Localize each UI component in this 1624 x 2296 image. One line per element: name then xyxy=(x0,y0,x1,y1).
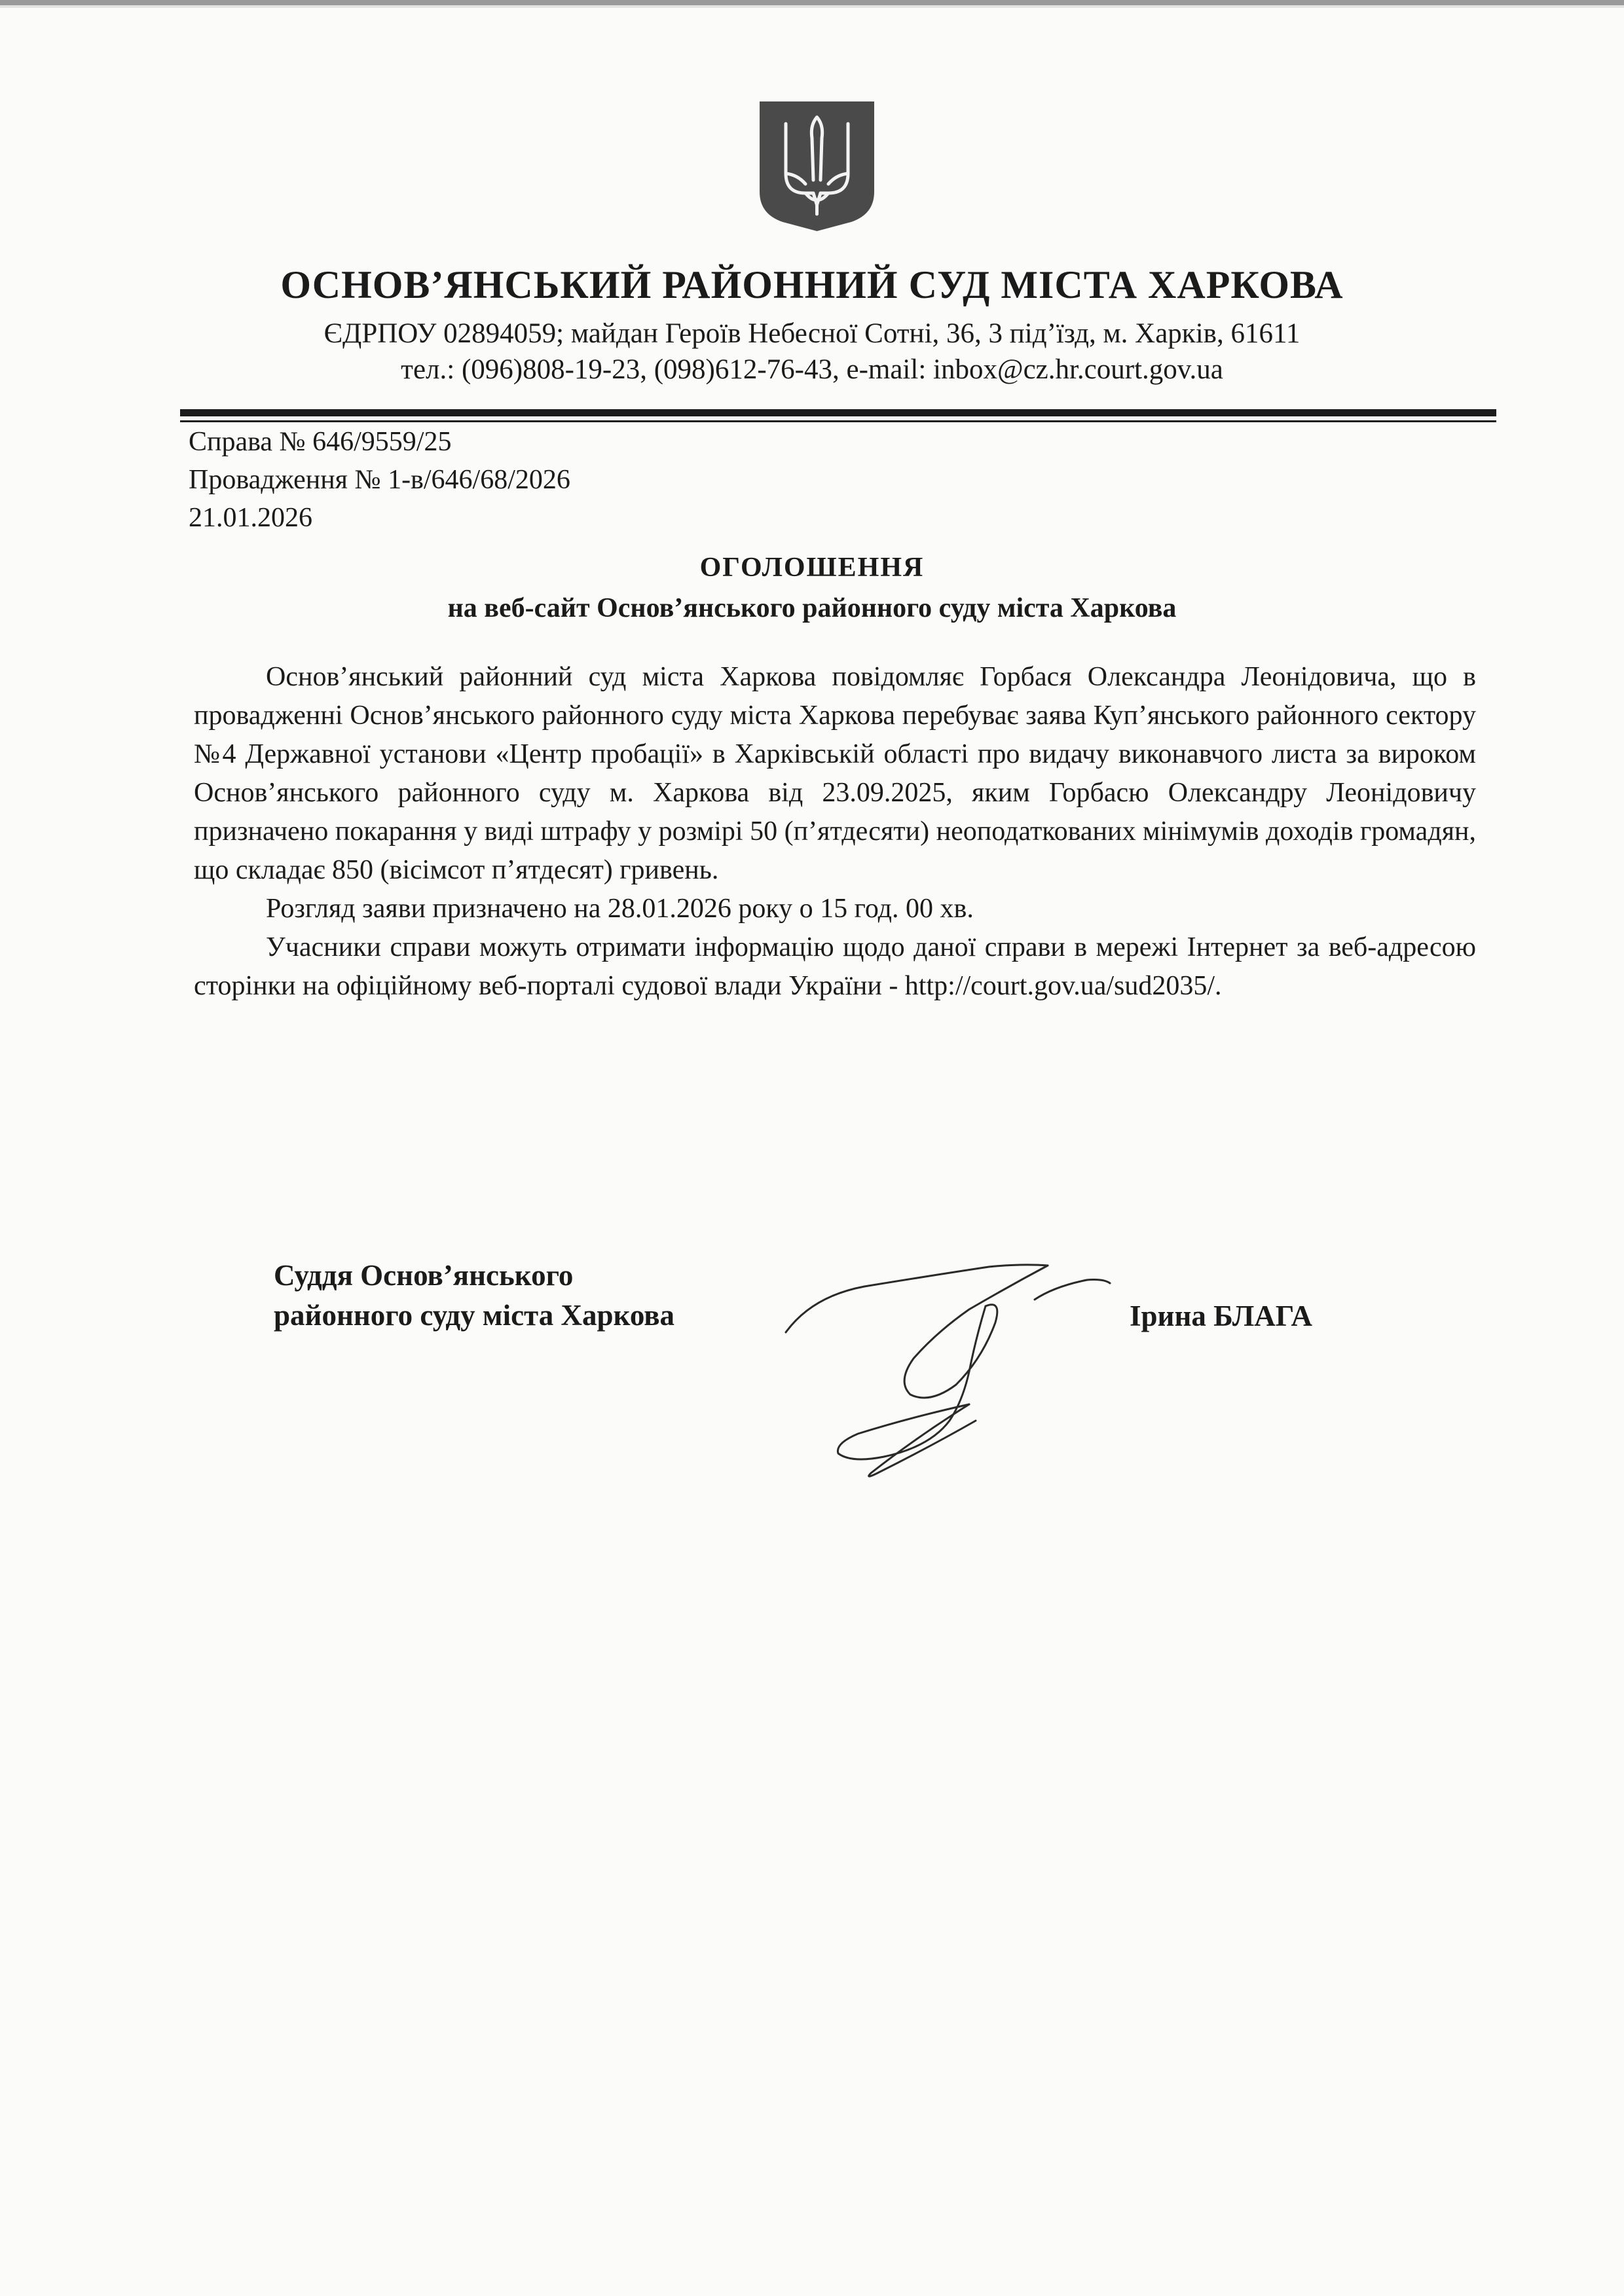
judge-name: Ірина БЛАГА xyxy=(1130,1300,1313,1332)
body-paragraph: Основ’янський районний суд міста Харкова повідомляє Горбася Олександра Леонідовича, що в провадженні Основ’янського районного суду міста Харкова перебуває заява Куп’янського районного сектору №4 Державної установи «Центр пробації» в Харківській області про видачу виконавчого листа за вироком Основ’янського районного суду м. Харкова від 23.09.2025, яким Горбасю Олександру Леонідовичу призначено покарання у виді штрафу у розмірі 50 (п’ятдесяти) неоподаткованих мінімумів доходів громадян, що складає 850 (вісімсот п’ятдесят) гривень. xyxy=(194,662,1476,885)
header-divider-thin xyxy=(180,420,1496,422)
court-name: ОСНОВ’ЯНСЬКИЙ РАЙОННИЙ СУД МІСТА ХАРКОВА xyxy=(280,263,1344,306)
case-number: Справа № 646/9559/25 xyxy=(189,427,452,457)
proceeding-number: Провадження № 1-в/646/68/2026 xyxy=(189,465,570,495)
handwritten-signature xyxy=(773,1260,1113,1480)
court-contacts: тел.: (096)808-19-23, (098)612-76-43, e-mail: inbox@cz.hr.court.gov.ua xyxy=(401,354,1223,385)
tryzub-icon xyxy=(760,101,874,231)
scan-border xyxy=(0,0,1624,5)
body-paragraph: Розгляд заяви призначено на 28.01.2026 року о 15 год. 00 хв. xyxy=(266,894,974,924)
judge-position-line1: Суддя Основ’янського xyxy=(274,1259,574,1292)
header-divider-thick xyxy=(180,409,1496,416)
scan-border-shadow xyxy=(0,5,1624,8)
announcement-subtitle: на веб-сайт Основ’янського районного суду міста Харкова xyxy=(447,593,1177,623)
announcement-title: ОГОЛОШЕННЯ xyxy=(699,553,925,583)
document-date: 21.01.2026 xyxy=(189,503,312,533)
judge-position-line2: районного суду міста Харкова xyxy=(274,1299,675,1332)
announcement-body xyxy=(194,658,1476,1006)
body-paragraph: Учасники справи можуть отримати інформацію щодо даної справи в мережі Інтернет за веб-адресою сторінки на офіційному веб-порталі судової влади України - http://court.gov.ua/sud2035/. xyxy=(194,932,1476,1001)
court-address: ЄДРПОУ 02894059; майдан Героїв Небесної Сотні, 36, 3 під’їзд, м. Харків, 61611 xyxy=(323,318,1301,349)
